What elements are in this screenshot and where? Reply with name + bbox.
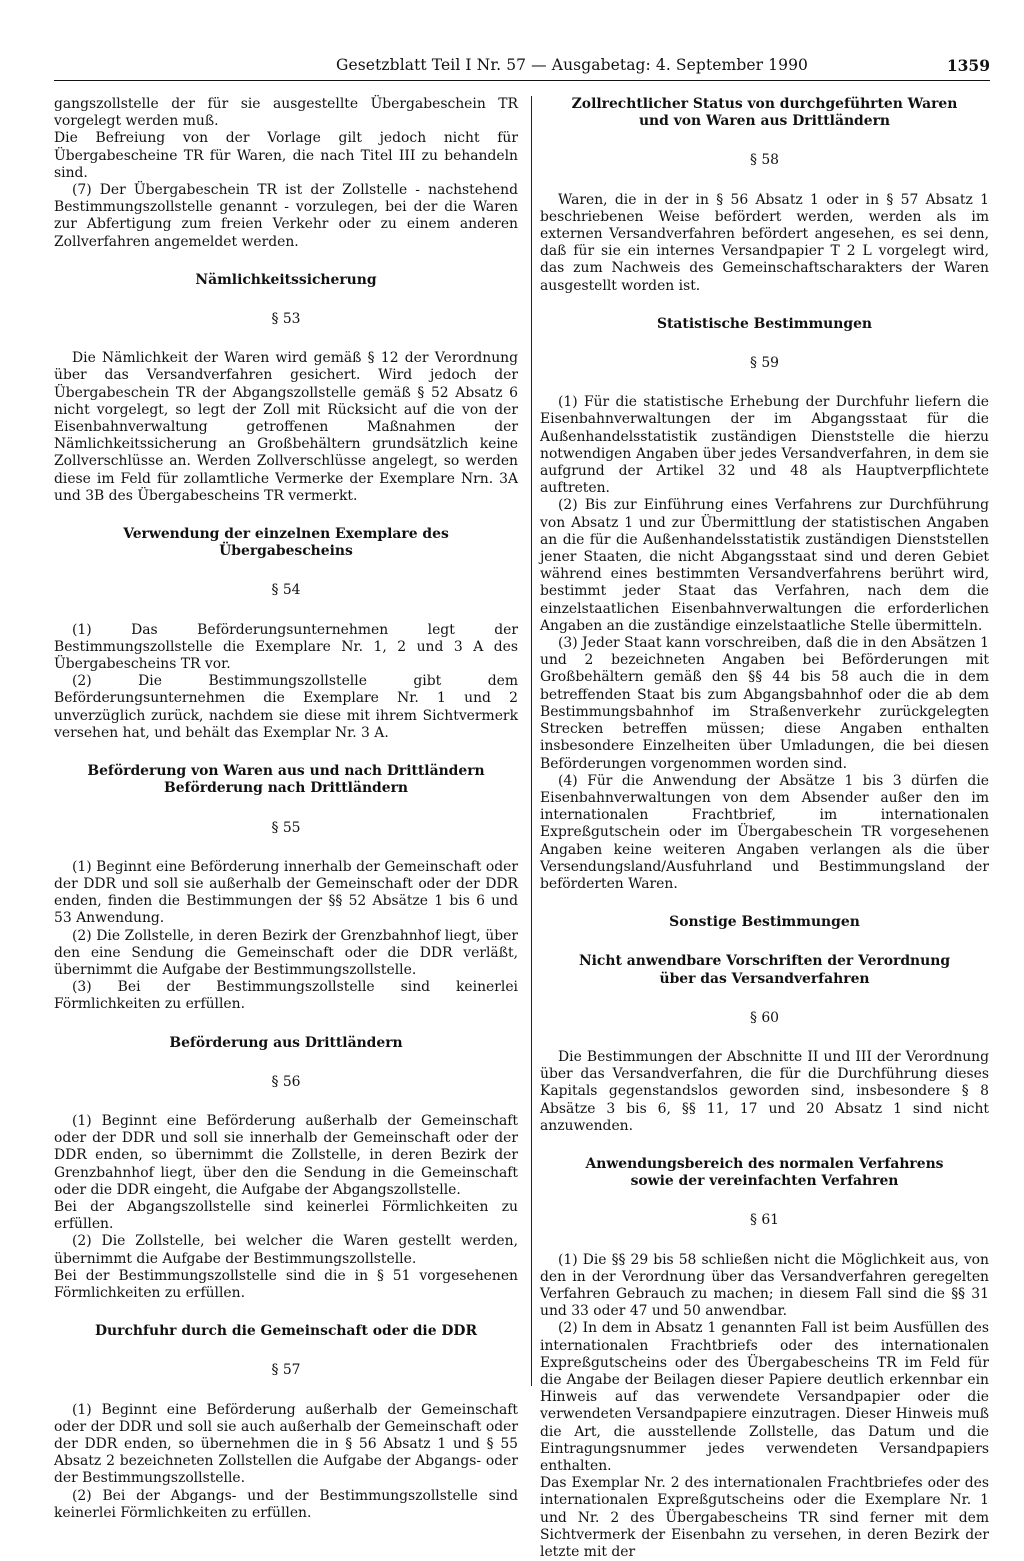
header-title: Gesetzblatt Teil I Nr. 57 — Ausgabetag: 4. September 1990: [336, 56, 809, 74]
paragraph-number-59: § 59: [749, 355, 780, 372]
paragraph: (2) Die Zollstelle, in deren Bezirk der Grenzbahnhof liegt, über den eine Sendung die Gemeinschaft oder die DDR verläßt, übernimmt die Aufgabe der Bestimmungszollstelle.: [54, 927, 518, 978]
paragraph: Die Nämlichkeit der Waren wird gemäß § 12 der Verordnung über das Versandverfahren gesichert. Wird jedoch der Übergabeschein TR der Abgangszollstelle gemäß § 52 Absatz 6 nicht vorgelegt, so legt der Zoll mit Rücksicht auf die von der Eisenbahnverwaltung getroffenen Maßnahmen der Nämlichkeitssicherung an Großbehältern grundsätzlich keine Zollverschlüsse an. Werden Zollverschlüsse angelegt, so werden diese im Feld für zollamtliche Vermerke der Exemplare Nrn. 3A und 3B des Übergabescheins TR vermerkt.: [54, 350, 518, 504]
header-rule: [54, 80, 990, 81]
paragraph: gangszollstelle der für sie ausgestellte Übergabeschein TR vorgelegt werden muß.: [54, 96, 518, 130]
paragraph: (1) Beginnt eine Beförderung innerhalb der Gemeinschaft oder der DDR und soll sie außerhalb der Gemeinschaft oder der DDR enden, finden die Bestimmungen der §§ 52 Absätze 1 bis 6 und 53 Anwendung.: [54, 858, 518, 927]
paragraph: (4) Für die Anwendung der Absätze 1 bis 3 dürfen die Eisenbahnverwaltungen von dem Absender außer den im internationalen Frachtbrief, im internationalen Expreßgutschein oder im Übergabeschein TR vorgesehenen Angaben keine weiteren Angaben verlangen als die über Versendungsland/Ausfuhrland und Bestimmungsland der beförderten Waren.: [540, 772, 989, 892]
page-header: [330, 56, 990, 78]
paragraph: (2) In dem in Absatz 1 genannten Fall ist beim Ausfüllen des internationalen Frachtbriefs oder des internationalen Expreßgutscheins oder des Übergabescheins TR im Feld für die Angabe der Beilagen dieser Papiere deutlich erkennbar ein Hinweis auf das verwendete Versandpapier oder die verwendeten Versandpapiere einzutragen. Dieser Hinweis muß die Art, die ausstellende Zollstelle, das Datum und die Eintragungsnummer jedes verwendeten Versandpapiers enthalten.: [540, 1320, 989, 1474]
paragraph-number-60: § 60: [749, 1009, 780, 1026]
paragraph-number-55: § 55: [271, 819, 301, 836]
paragraph: (1) Beginnt eine Beförderung außerhalb der Gemeinschaft oder der DDR und soll sie innerhalb der Gemeinschaft oder der DDR enden, so übernimmt die Zollstelle, in deren Bezirk der Grenzbahnhof liegt, über den die Sendung in die Gemeinschaft oder die DDR eingeht, die Aufgabe der Abgangszollstelle.: [54, 1112, 518, 1198]
paragraph-number-56: § 56: [271, 1073, 301, 1090]
section-heading-55a: Beförderung von Waren aus und nach Drittländern: [87, 763, 485, 780]
paragraph: Waren, die in der in § 56 Absatz 1 oder in § 57 Absatz 1 beschriebenen Weise befördert werden, werden als im externen Versandverfahren befördert angesehen, es sei denn, daß für sie ein internes Versandpapier T 2 L vorgelegt wird, das zum Nachweis des Gemeinschaftscharakters der Waren ausgestellt worden ist.: [540, 191, 989, 294]
section-heading-60b: über das Versandverfahren: [659, 970, 870, 987]
section-heading-59: Statistische Bestimmungen: [656, 315, 873, 332]
section-heading-60a: Nicht anwendbare Vorschriften der Verordnung: [578, 953, 951, 970]
paragraph: Die Befreiung von der Vorlage gilt jedoch nicht für Übergabescheine TR für Waren, die nach Titel III zu behandeln sind.: [54, 130, 518, 181]
paragraph: Bei der Abgangszollstelle sind keinerlei Förmlichkeiten zu erfüllen.: [54, 1198, 518, 1233]
paragraph: (3) Bei der Bestimmungszollstelle sind keinerlei Förmlichkeiten zu erfüllen.: [54, 979, 518, 1013]
section-heading-58a: Zollrechtlicher Status von durchgeführten Waren: [571, 96, 958, 112]
right-column: [540, 96, 989, 1561]
paragraph-number-57: § 57: [271, 1362, 301, 1379]
paragraph: Bei der Bestimmungszollstelle sind die in § 51 vorgesehenen Förmlichkeiten zu erfüllen.: [54, 1267, 518, 1301]
column-divider: [531, 96, 532, 1386]
paragraph: Das Exemplar Nr. 2 des internationalen Frachtbriefes oder des internationalen Expreßgutscheins oder die Exemplare Nr. 1 und Nr. 2 des Übergabescheins TR sind ferner mit dem Sichtvermerk der Eisenbahn zu versehen, in deren Bezirk der letzte mit der: [540, 1475, 989, 1561]
section-heading-57: Durchfuhr durch die Gemeinschaft oder die DDR: [94, 1323, 478, 1340]
section-heading-54: Verwendung der einzelnen Exemplare des Übergabescheins: [123, 526, 449, 560]
section-heading-sonstige: Sonstige Bestimmungen: [669, 914, 860, 931]
paragraph: (2) Bis zur Einführung eines Verfahrens zur Durchführung von Absatz 1 und zur Übermittlung der statistischen Angaben an die für die Außenhandelsstatistik zuständigen Dienststellen jener Staaten, die nicht Abgangsstaat sind und deren Gebiet während eines bestimmten Versandverfahrens berührt wird, bestimmt jeder Staat das Verfahren, nach dem die einzelstaatlichen Eisenbahnverwaltungen die erforderlichen Angaben an die zuständige einzelstaatliche Stelle übermitteln.: [540, 497, 989, 634]
left-column: [54, 96, 518, 1522]
section-heading-61a: Anwendungsbereich des normalen Verfahrens: [585, 1155, 944, 1172]
page-number: 1359: [946, 56, 990, 75]
paragraph: (1) Das Beförderungsunternehmen legt der Bestimmungszollstelle die Exemplare Nr. 1, 2 und 3 A des Übergabescheins TR vor.: [54, 621, 518, 673]
paragraph: (1) Für die statistische Erhebung der Durchfuhr liefern die Eisenbahnverwaltungen der im Abgangsstaat für die Außenhandelsstatistik zuständigen Dienststelle die hierzu notwendigen Angaben über jedes Versandverfahren, in dem sie aufgrund der Artikel 32 und 48 als Hauptverpflichtete auftreten.: [540, 394, 989, 497]
section-heading-53: Nämlichkeitssicherung: [195, 271, 377, 288]
section-heading-61b: sowie der vereinfachten Verfahren: [630, 1173, 899, 1190]
paragraph: Die Bestimmungen der Abschnitte II und III der Verordnung über das Versandverfahren, die für die Durchführung dieses Kapitals gegenstandslos geworden sind, insbesondere § 8 Absätze 3 bis 6, §§ 11, 17 und 20 Absatz 1 sind nicht anzuwenden.: [540, 1048, 989, 1134]
paragraph-number-61: § 61: [749, 1212, 780, 1229]
paragraph: (1) Beginnt eine Beförderung außerhalb der Gemeinschaft oder der DDR und soll sie auch außerhalb der Gemeinschaft oder der DDR enden, so übernehmen die in § 56 Absatz 1 und § 55 Absatz 2 bezeichneten Zollstellen die Aufgabe der Abgangs- oder der Bestimmungszollstelle.: [54, 1401, 518, 1487]
paragraph: (2) Die Bestimmungszollstelle gibt dem Beförderungsunternehmen die Exemplare Nr. 1 und 2 unverzüglich zurück, nachdem sie diese mit ihrem Sichtvermerk versehen hat, und behält das Exemplar Nr. 3 A.: [54, 673, 518, 741]
paragraph: (1) Die §§ 29 bis 58 schließen nicht die Möglichkeit aus, von den in der Verordnung über das Versandverfahren geregelten Verfahren Gebrauch zu machen; in diesem Fall sind die §§ 31 und 33 oder 47 und 50 anwendbar.: [540, 1251, 989, 1320]
paragraph: (2) Bei der Abgangs- und der Bestimmungszollstelle sind keinerlei Förmlichkeiten zu erfüllen.: [54, 1487, 518, 1521]
section-heading-58b: und von Waren aus Drittländern: [638, 113, 891, 130]
paragraph: (2) Die Zollstelle, bei welcher die Waren gestellt werden, übernimmt die Aufgabe der Bestimmungszollstelle.: [54, 1233, 518, 1267]
paragraph-number-58: § 58: [749, 152, 780, 169]
paragraph-number-54: § 54: [271, 582, 301, 599]
paragraph-number-53: § 53: [271, 311, 301, 328]
paragraph: (7) Der Übergabeschein TR ist der Zollstelle - nachstehend Bestimmungszollstelle genannt - vorzulegen, bei der die Waren zur Abfertigung zum freien Verkehr oder zu einem anderen Zollverfahren angemeldet werden.: [54, 182, 518, 250]
paragraph: (3) Jeder Staat kann vorschreiben, daß die in den Absätzen 1 und 2 bezeichneten Angaben bei Beförderungen mit Großbehältern gemäß den §§ 44 bis 58 auch die in dem betreffenden Staat bis zum Abgangsbahnhof oder die ab dem Bestimmungsbahnhof im Straßenverkehr zurückgelegten Strecken betreffen müssen; diese Angaben enthalten insbesondere Einzelheiten über Umladungen, die bei diesen Beförderungen vorgenommen worden sind.: [540, 635, 989, 772]
section-heading-55b: Beförderung nach Drittländern: [163, 780, 409, 797]
section-heading-56: Beförderung aus Drittländern: [169, 1034, 403, 1051]
